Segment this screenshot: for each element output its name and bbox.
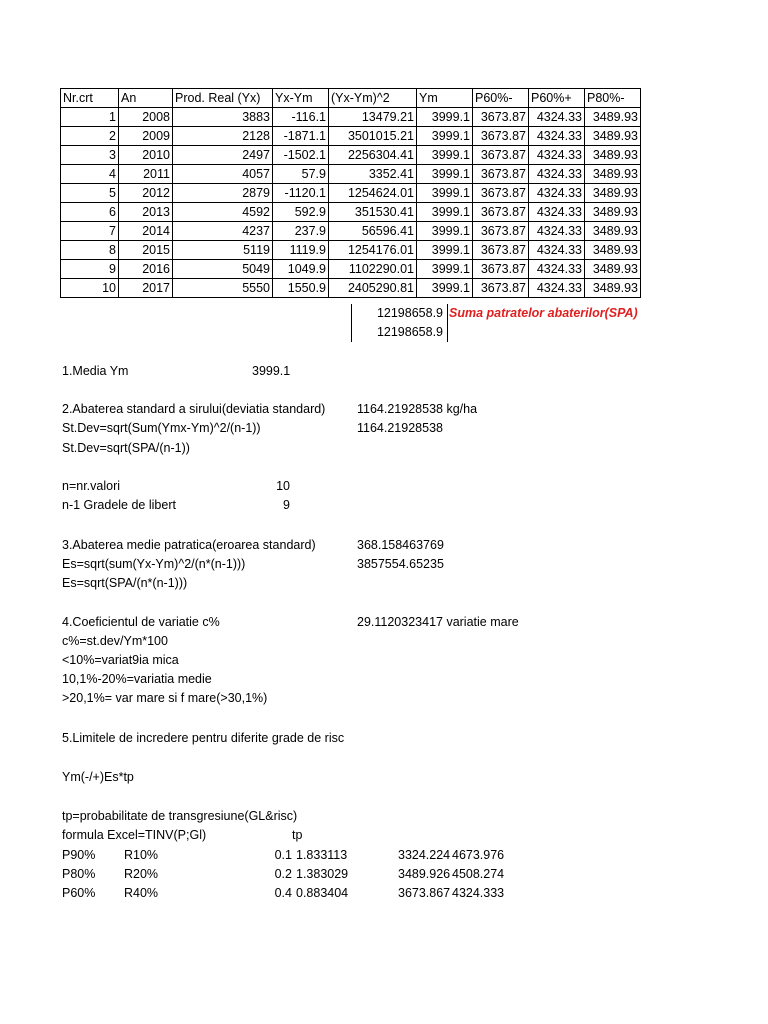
p-value[interactable]: 0.2 (274, 867, 292, 881)
table-cell[interactable]: 1 (61, 108, 119, 127)
table-cell[interactable]: 3999.1 (417, 203, 473, 222)
table-cell[interactable]: 3673.87 (473, 108, 529, 127)
stderr-formula-1: Es=sqrt(sum(Yx-Ym)^2/(n*(n-1))) (62, 557, 246, 571)
table-cell[interactable]: 4324.33 (529, 203, 585, 222)
lower-limit[interactable]: 3673.867 (398, 886, 451, 900)
df-value[interactable]: 9 (283, 498, 290, 512)
table-cell[interactable]: 3489.93 (585, 222, 641, 241)
table-row (61, 165, 641, 184)
table-cell[interactable]: 5 (61, 184, 119, 203)
table-row (61, 260, 641, 279)
table-cell[interactable]: 3489.93 (585, 279, 641, 298)
limits-label: 5.Limitele de incredere pentru diferite grade de risc (62, 731, 345, 745)
lower-limit[interactable]: 3489.926 (398, 867, 451, 881)
table-cell[interactable]: 3673.87 (473, 279, 529, 298)
mean-label: 1.Media Ym (62, 364, 129, 378)
spa-note: Suma patratelor abaterilor(SPA) (449, 306, 638, 320)
table-cell[interactable]: 3489.93 (585, 203, 641, 222)
table-cell[interactable]: 3883 (173, 108, 273, 127)
table-cell[interactable]: 3999.1 (417, 279, 473, 298)
table-row (61, 127, 641, 146)
spa-value[interactable]: 12198658.9 (376, 325, 443, 339)
table-cell[interactable]: 7 (61, 222, 119, 241)
header-cell[interactable]: P60%- (473, 89, 529, 108)
table-row (61, 203, 641, 222)
table-cell[interactable]: 2497 (173, 146, 273, 165)
table-cell[interactable]: 3673.87 (473, 222, 529, 241)
table-row (61, 184, 641, 203)
table-cell[interactable]: 3999.1 (417, 260, 473, 279)
table-cell[interactable]: 3673.87 (473, 146, 529, 165)
table-cell[interactable]: 4324.33 (529, 260, 585, 279)
table-cell[interactable]: 237.9 (273, 222, 329, 241)
n-value[interactable]: 10 (276, 479, 290, 493)
header-cell[interactable]: (Yx-Ym)^2 (329, 89, 417, 108)
cv-value[interactable]: 29.1120323417 variatie mare (357, 615, 519, 629)
table-cell[interactable]: 10 (61, 279, 119, 298)
table-row (61, 279, 641, 298)
upper-limit[interactable]: 4508.274 (452, 867, 505, 881)
header-cell[interactable]: Nr.crt (61, 89, 119, 108)
cv-formula: c%=st.dev/Ym*100 (62, 634, 168, 648)
stdev-formula-1-value[interactable]: 1164.21928538 (357, 421, 443, 435)
tp-definition: tp=probabilitate de transgresiune(GL&risc) (62, 809, 298, 823)
table-cell[interactable]: 1254624.01 (329, 184, 417, 203)
table-cell[interactable]: 3489.93 (585, 184, 641, 203)
header-cell[interactable]: Prod. Real (Yx) (173, 89, 273, 108)
upper-limit[interactable]: 4324.333 (452, 886, 505, 900)
table-cell[interactable]: 6 (61, 203, 119, 222)
table-cell[interactable]: 9 (61, 260, 119, 279)
table-cell[interactable]: 4 (61, 165, 119, 184)
table-cell[interactable]: -116.1 (273, 108, 329, 127)
table-cell[interactable]: 4324.33 (529, 184, 585, 203)
table-cell[interactable]: 1049.9 (273, 260, 329, 279)
table-cell[interactable]: -1120.1 (273, 184, 329, 203)
table-cell[interactable]: 3999.1 (417, 241, 473, 260)
table-cell[interactable]: 13479.21 (329, 108, 417, 127)
tp-value[interactable]: 1.383029 (296, 867, 349, 881)
table-cell[interactable]: 2010 (119, 146, 173, 165)
table-cell[interactable]: 2016 (119, 260, 173, 279)
table-cell[interactable]: 4324.33 (529, 241, 585, 260)
table-header-row (61, 89, 641, 108)
header-cell[interactable]: P80%- (585, 89, 641, 108)
stderr-label: 3.Abaterea medie patratica(eroarea standard) (62, 538, 316, 552)
stdev-value[interactable]: 1164.21928538 kg/ha (357, 402, 478, 416)
table-cell[interactable]: 1102290.01 (329, 260, 417, 279)
table-cell[interactable]: 2013 (119, 203, 173, 222)
table-cell[interactable]: 4324.33 (529, 146, 585, 165)
table-cell[interactable]: 2009 (119, 127, 173, 146)
table-cell[interactable]: 351530.41 (329, 203, 417, 222)
table-cell[interactable]: 2128 (173, 127, 273, 146)
risk-level: R20% (124, 867, 159, 881)
table-cell[interactable]: 2015 (119, 241, 173, 260)
table-cell[interactable]: 3352.41 (329, 165, 417, 184)
table-cell[interactable]: -1502.1 (273, 146, 329, 165)
table-cell[interactable]: 3999.1 (417, 165, 473, 184)
mean-value[interactable]: 3999.1 (252, 364, 291, 378)
table-cell[interactable]: 5049 (173, 260, 273, 279)
table-cell[interactable]: 4324.33 (529, 165, 585, 184)
lower-limit[interactable]: 3324.224 (398, 848, 451, 862)
table-cell[interactable]: 4592 (173, 203, 273, 222)
stdev-label: 2.Abaterea standard a sirului(deviatia standard) (62, 402, 326, 416)
table-row (61, 146, 641, 165)
table-cell[interactable]: 2 (61, 127, 119, 146)
table-cell[interactable]: 2405290.81 (329, 279, 417, 298)
prob-level: P60% (62, 886, 96, 900)
table-cell[interactable]: 4237 (173, 222, 273, 241)
table-cell[interactable]: 3673.87 (473, 127, 529, 146)
spa-cells (351, 304, 448, 342)
header-cell[interactable]: An (119, 89, 173, 108)
table-cell[interactable]: 3673.87 (473, 260, 529, 279)
table-cell[interactable]: -1871.1 (273, 127, 329, 146)
table-cell[interactable]: 4057 (173, 165, 273, 184)
table-cell[interactable]: 56596.41 (329, 222, 417, 241)
table-cell[interactable]: 3673.87 (473, 165, 529, 184)
stderr-formula-1-value[interactable]: 3857554.65235 (357, 557, 444, 571)
table-cell[interactable]: 4324.33 (529, 108, 585, 127)
table-cell[interactable]: 2256304.41 (329, 146, 417, 165)
prob-level: P80% (62, 867, 96, 881)
table-cell[interactable]: 3489.93 (585, 146, 641, 165)
table-cell[interactable]: 57.9 (273, 165, 329, 184)
p-value[interactable]: 0.4 (274, 886, 292, 900)
table-cell[interactable]: 2012 (119, 184, 173, 203)
header-cell[interactable]: Ym (417, 89, 473, 108)
table-cell[interactable]: 2879 (173, 184, 273, 203)
table-cell[interactable]: 592.9 (273, 203, 329, 222)
table-cell[interactable]: 4324.33 (529, 279, 585, 298)
table-cell[interactable]: 3673.87 (473, 184, 529, 203)
table-row (61, 108, 641, 127)
stderr-value[interactable]: 368.158463769 (357, 538, 444, 552)
prob-level: P90% (62, 848, 96, 862)
table-cell[interactable]: 3999.1 (417, 127, 473, 146)
table-cell[interactable]: 5119 (173, 241, 273, 260)
spa-value[interactable]: 12198658.9 (376, 306, 443, 320)
header-cell[interactable]: Yx-Ym (273, 89, 329, 108)
table-cell[interactable]: 3489.93 (585, 165, 641, 184)
stdev-formula-2: St.Dev=sqrt(SPA/(n-1)) (62, 441, 190, 455)
table-row (61, 222, 641, 241)
tp-header: tp (292, 828, 303, 842)
excel-formula: formula Excel=TINV(P;Gl) (62, 828, 207, 842)
tp-value[interactable]: 1.833113 (296, 848, 348, 862)
upper-limit[interactable]: 4673.976 (452, 848, 505, 862)
df-label: n-1 Gradele de libert (62, 498, 176, 512)
table-cell[interactable]: 1119.9 (273, 241, 329, 260)
table-cell[interactable]: 3673.87 (473, 241, 529, 260)
table-cell[interactable]: 8 (61, 241, 119, 260)
cv-rule-high: >20,1%= var mare si f mare(>30,1%) (62, 691, 268, 705)
table-cell[interactable]: 3673.87 (473, 203, 529, 222)
tp-value[interactable]: 0.883404 (296, 886, 349, 900)
table-cell[interactable]: 3 (61, 146, 119, 165)
table-cell[interactable]: 3999.1 (417, 108, 473, 127)
cv-rule-medium: 10,1%-20%=variatia medie (62, 672, 212, 686)
table-cell[interactable]: 3999.1 (417, 222, 473, 241)
limits-formula: Ym(-/+)Es*tp (62, 770, 134, 784)
table-cell[interactable]: 3489.93 (585, 127, 641, 146)
table-cell[interactable]: 3489.93 (585, 260, 641, 279)
table-cell[interactable]: 1254176.01 (329, 241, 417, 260)
data-table (60, 88, 641, 298)
table-cell[interactable]: 3489.93 (585, 241, 641, 260)
risk-level: R10% (124, 848, 159, 862)
stdev-formula-1: St.Dev=sqrt(Sum(Ymx-Ym)^2/(n-1)) (62, 421, 261, 435)
table-cell[interactable]: 3501015.21 (329, 127, 417, 146)
table-cell[interactable]: 3999.1 (417, 184, 473, 203)
header-cell[interactable]: P60%+ (529, 89, 585, 108)
table-cell[interactable]: 3999.1 (417, 146, 473, 165)
cv-rule-low: <10%=variat9ia mica (62, 653, 179, 667)
stderr-formula-2: Es=sqrt(SPA/(n*(n-1))) (62, 576, 188, 590)
table-cell[interactable]: 2014 (119, 222, 173, 241)
table-cell[interactable]: 5550 (173, 279, 273, 298)
table-cell[interactable]: 3489.93 (585, 108, 641, 127)
table-cell[interactable]: 4324.33 (529, 127, 585, 146)
cv-label: 4.Coeficientul de variatie c% (62, 615, 220, 629)
risk-level: R40% (124, 886, 159, 900)
table-cell[interactable]: 2011 (119, 165, 173, 184)
table-cell[interactable]: 2017 (119, 279, 173, 298)
table-cell[interactable]: 2008 (119, 108, 173, 127)
table-cell[interactable]: 1550.9 (273, 279, 329, 298)
p-value[interactable]: 0.1 (274, 848, 292, 862)
table-cell[interactable]: 4324.33 (529, 222, 585, 241)
table-row (61, 241, 641, 260)
n-label: n=nr.valori (62, 479, 121, 493)
